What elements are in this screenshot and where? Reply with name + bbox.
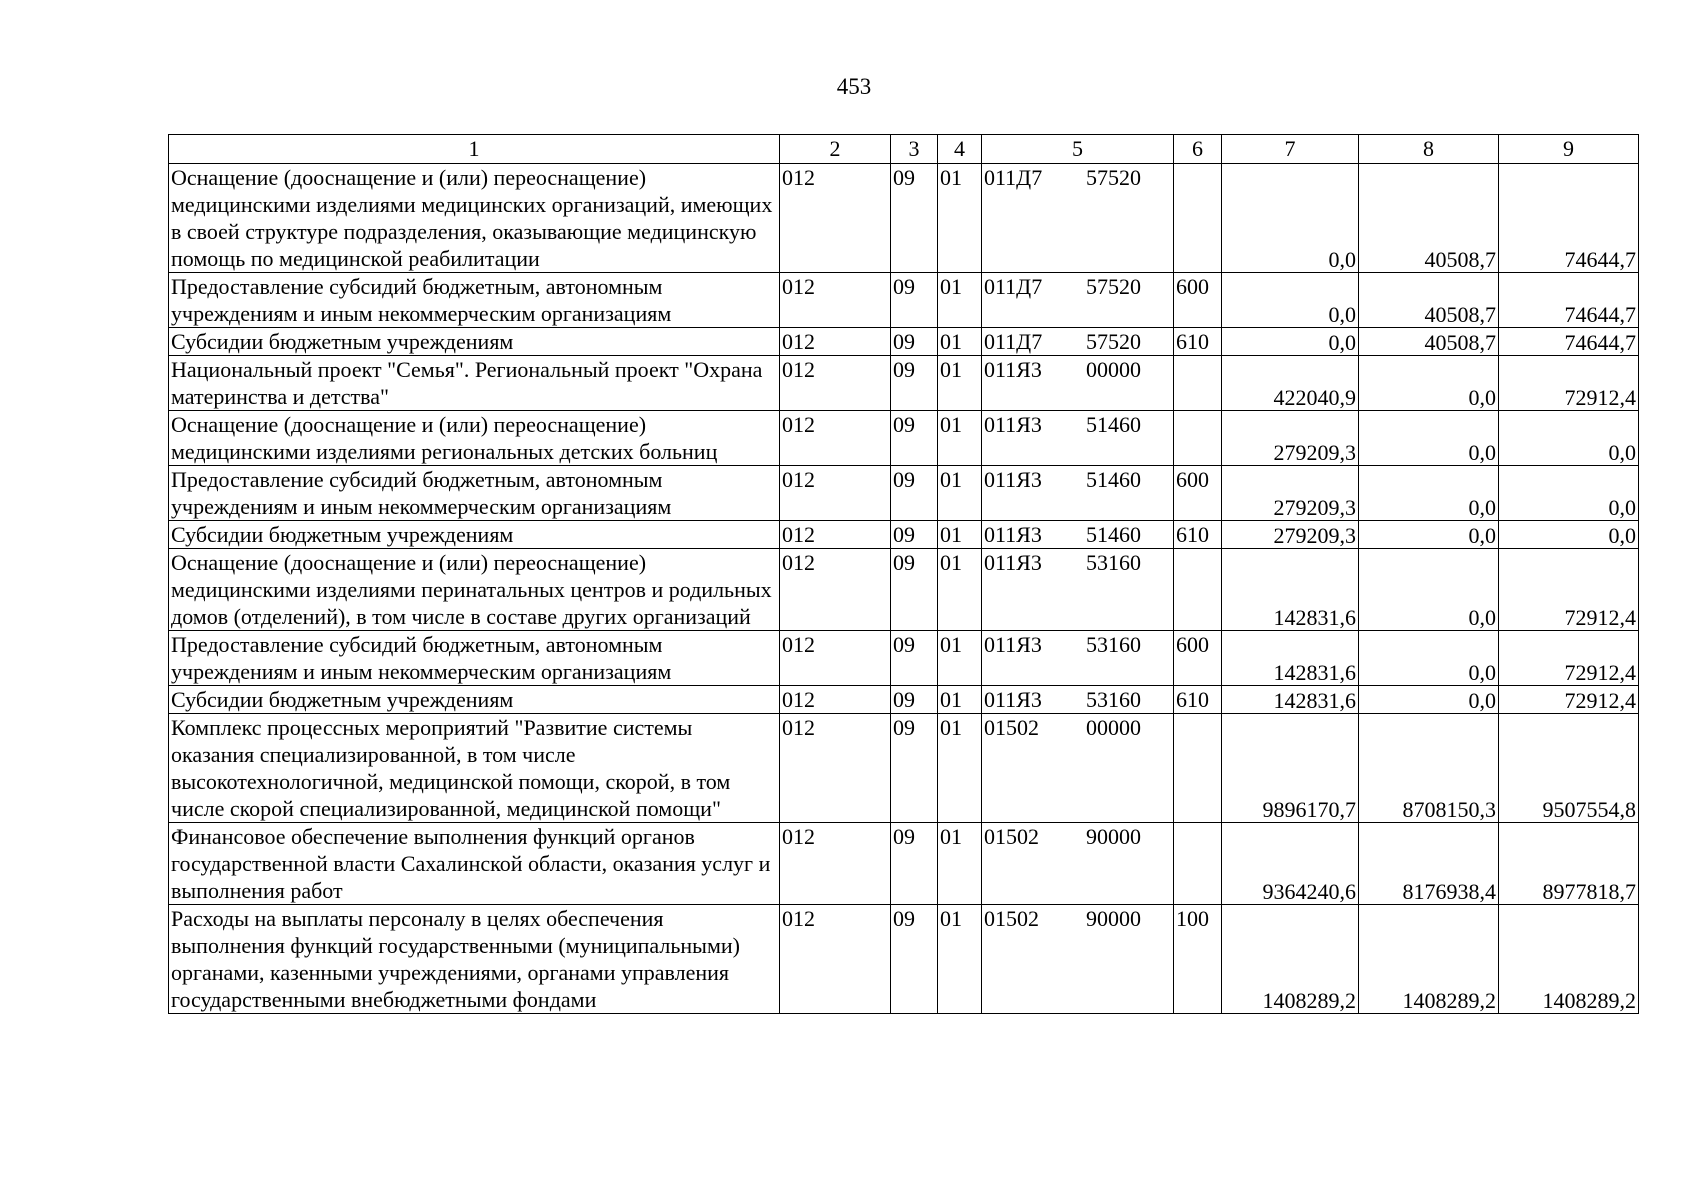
target-code-program: 011Я3 xyxy=(984,687,1042,712)
row-col-9: 1408289,2 xyxy=(1499,905,1639,1014)
row-col-6 xyxy=(1174,164,1222,273)
target-code-direction: 51460 xyxy=(1086,522,1141,547)
header-cell-2: 2 xyxy=(780,135,891,164)
target-code-program: 011Д7 xyxy=(984,329,1043,354)
target-code xyxy=(984,411,1171,438)
target-code-program: 011Я3 xyxy=(984,550,1042,575)
target-code xyxy=(984,823,1171,850)
row-col-7: 279209,3 xyxy=(1222,411,1359,466)
row-col-5 xyxy=(982,328,1174,356)
row-col-8: 0,0 xyxy=(1359,631,1499,686)
row-col-8: 0,0 xyxy=(1359,356,1499,411)
table-row xyxy=(169,164,1639,273)
header-cell-5: 5 xyxy=(982,135,1174,164)
row-name: Национальный проект "Семья". Региональный проект "Охрана материнства и детства" xyxy=(169,356,780,411)
target-code-direction: 57520 xyxy=(1086,274,1141,299)
target-code xyxy=(984,905,1171,932)
row-col-9: 0,0 xyxy=(1499,411,1639,466)
row-col-5 xyxy=(982,356,1174,411)
row-col-2: 012 xyxy=(780,273,891,328)
row-col-9: 0,0 xyxy=(1499,521,1639,549)
row-col-2: 012 xyxy=(780,631,891,686)
row-col-2: 012 xyxy=(780,714,891,823)
row-col-7: 279209,3 xyxy=(1222,521,1359,549)
target-code-program: 011Я3 xyxy=(984,632,1042,657)
row-name: Оснащение (дооснащение и (или) переоснащение) медицинскими изделиями региональных детских больниц xyxy=(169,411,780,466)
row-col-2: 012 xyxy=(780,686,891,714)
target-code-direction: 53160 xyxy=(1086,632,1141,657)
row-col-8: 0,0 xyxy=(1359,549,1499,631)
row-col-5 xyxy=(982,466,1174,521)
row-col-2: 012 xyxy=(780,164,891,273)
row-col-3: 09 xyxy=(891,631,938,686)
row-col-3: 09 xyxy=(891,356,938,411)
row-col-7: 279209,3 xyxy=(1222,466,1359,521)
target-code xyxy=(984,356,1171,383)
row-col-3: 09 xyxy=(891,164,938,273)
target-code-program: 011Я3 xyxy=(984,467,1042,492)
target-code xyxy=(984,549,1171,576)
row-col-5 xyxy=(982,714,1174,823)
row-col-9: 72912,4 xyxy=(1499,549,1639,631)
target-code-program: 01502 xyxy=(984,715,1039,740)
row-col-9: 9507554,8 xyxy=(1499,714,1639,823)
row-col-2: 012 xyxy=(780,521,891,549)
row-col-9: 0,0 xyxy=(1499,466,1639,521)
row-col-9: 72912,4 xyxy=(1499,686,1639,714)
budget-table xyxy=(168,134,1639,1014)
table-row xyxy=(169,905,1639,1014)
row-col-5 xyxy=(982,164,1174,273)
row-name: Субсидии бюджетным учреждениям xyxy=(169,686,780,714)
row-col-9: 72912,4 xyxy=(1499,631,1639,686)
row-col-4: 01 xyxy=(938,905,982,1014)
row-col-8: 40508,7 xyxy=(1359,164,1499,273)
row-col-9: 74644,7 xyxy=(1499,328,1639,356)
row-col-6 xyxy=(1174,549,1222,631)
target-code xyxy=(984,686,1171,713)
target-code-direction: 57520 xyxy=(1086,165,1141,190)
row-col-4: 01 xyxy=(938,466,982,521)
row-col-6 xyxy=(1174,356,1222,411)
target-code-direction: 53160 xyxy=(1086,550,1141,575)
row-name: Оснащение (дооснащение и (или) переоснащение) медицинскими изделиями медицинских организаций, имеющих в своей структуре подразделения, оказывающие медицинскую помощь по медицинской реабилитации xyxy=(169,164,780,273)
row-col-2: 012 xyxy=(780,549,891,631)
target-code-direction: 57520 xyxy=(1086,329,1141,354)
header-cell-1: 1 xyxy=(169,135,780,164)
row-col-8: 1408289,2 xyxy=(1359,905,1499,1014)
table-row xyxy=(169,273,1639,328)
row-col-8: 40508,7 xyxy=(1359,273,1499,328)
row-col-5 xyxy=(982,823,1174,905)
header-cell-6: 6 xyxy=(1174,135,1222,164)
row-col-2: 012 xyxy=(780,466,891,521)
table-row xyxy=(169,714,1639,823)
table-row xyxy=(169,686,1639,714)
row-col-3: 09 xyxy=(891,905,938,1014)
row-col-4: 01 xyxy=(938,356,982,411)
target-code xyxy=(984,466,1171,493)
target-code-program: 01502 xyxy=(984,824,1039,849)
table-row xyxy=(169,521,1639,549)
row-col-4: 01 xyxy=(938,411,982,466)
target-code-program: 011Д7 xyxy=(984,165,1043,190)
row-col-7: 0,0 xyxy=(1222,328,1359,356)
row-col-4: 01 xyxy=(938,521,982,549)
row-col-7: 9896170,7 xyxy=(1222,714,1359,823)
row-col-8: 0,0 xyxy=(1359,521,1499,549)
row-col-4: 01 xyxy=(938,714,982,823)
row-col-6: 610 xyxy=(1174,328,1222,356)
row-col-2: 012 xyxy=(780,356,891,411)
row-col-2: 012 xyxy=(780,905,891,1014)
row-col-4: 01 xyxy=(938,549,982,631)
target-code-direction: 51460 xyxy=(1086,467,1141,492)
row-col-4: 01 xyxy=(938,631,982,686)
row-col-7: 0,0 xyxy=(1222,164,1359,273)
row-name: Субсидии бюджетным учреждениям xyxy=(169,521,780,549)
row-col-8: 0,0 xyxy=(1359,466,1499,521)
row-name: Расходы на выплаты персоналу в целях обеспечения выполнения функций государственными (муниципальными) органами, казенными учреждениями, органами управления государственными внебюджетными фондами xyxy=(169,905,780,1014)
row-col-2: 012 xyxy=(780,411,891,466)
target-code xyxy=(984,521,1171,548)
target-code xyxy=(984,273,1171,300)
target-code xyxy=(984,328,1171,355)
target-code xyxy=(984,631,1171,658)
row-col-3: 09 xyxy=(891,521,938,549)
row-col-9: 72912,4 xyxy=(1499,356,1639,411)
row-col-9: 74644,7 xyxy=(1499,164,1639,273)
header-cell-3: 3 xyxy=(891,135,938,164)
row-col-7: 9364240,6 xyxy=(1222,823,1359,905)
target-code-direction: 00000 xyxy=(1086,715,1141,740)
table-row xyxy=(169,549,1639,631)
row-col-3: 09 xyxy=(891,411,938,466)
target-code-program: 011Я3 xyxy=(984,412,1042,437)
row-col-5 xyxy=(982,521,1174,549)
row-col-6: 600 xyxy=(1174,466,1222,521)
row-col-5 xyxy=(982,411,1174,466)
row-name: Комплекс процессных мероприятий "Развитие системы оказания специализированной, в том числе высокотехнологичной, медицинской помощи, скорой, в том числе скорой специализированной, медицинской помощи" xyxy=(169,714,780,823)
header-cell-8: 8 xyxy=(1359,135,1499,164)
row-name: Оснащение (дооснащение и (или) переоснащение) медицинскими изделиями перинатальных центров и родильных домов (отделений), в том числе в составе других организаций xyxy=(169,549,780,631)
row-col-9: 8977818,7 xyxy=(1499,823,1639,905)
row-name: Финансовое обеспечение выполнения функций органов государственной власти Сахалинской области, оказания услуг и выполнения работ xyxy=(169,823,780,905)
target-code-program: 011Я3 xyxy=(984,522,1042,547)
row-col-9: 74644,7 xyxy=(1499,273,1639,328)
row-col-6 xyxy=(1174,823,1222,905)
row-col-2: 012 xyxy=(780,823,891,905)
table-row xyxy=(169,411,1639,466)
row-col-4: 01 xyxy=(938,328,982,356)
target-code-direction: 51460 xyxy=(1086,412,1141,437)
row-col-3: 09 xyxy=(891,686,938,714)
header-cell-7: 7 xyxy=(1222,135,1359,164)
target-code xyxy=(984,714,1171,741)
target-code-direction: 90000 xyxy=(1086,906,1141,931)
row-col-7: 142831,6 xyxy=(1222,549,1359,631)
row-col-8: 8708150,3 xyxy=(1359,714,1499,823)
table-row xyxy=(169,328,1639,356)
table-row xyxy=(169,466,1639,521)
page-number: 453 xyxy=(836,74,872,99)
row-col-4: 01 xyxy=(938,273,982,328)
target-code-program: 011Д7 xyxy=(984,274,1043,299)
target-code-direction: 00000 xyxy=(1086,357,1141,382)
row-col-3: 09 xyxy=(891,466,938,521)
row-col-3: 09 xyxy=(891,714,938,823)
row-col-8: 0,0 xyxy=(1359,686,1499,714)
row-col-5 xyxy=(982,549,1174,631)
row-col-6: 600 xyxy=(1174,273,1222,328)
row-col-8: 0,0 xyxy=(1359,411,1499,466)
target-code-direction: 90000 xyxy=(1086,824,1141,849)
row-col-4: 01 xyxy=(938,164,982,273)
row-col-2: 012 xyxy=(780,328,891,356)
row-col-8: 40508,7 xyxy=(1359,328,1499,356)
row-col-8: 8176938,4 xyxy=(1359,823,1499,905)
row-col-7: 142831,6 xyxy=(1222,631,1359,686)
row-col-6: 100 xyxy=(1174,905,1222,1014)
row-col-6: 610 xyxy=(1174,686,1222,714)
row-col-5 xyxy=(982,631,1174,686)
row-col-4: 01 xyxy=(938,823,982,905)
row-col-6: 610 xyxy=(1174,521,1222,549)
row-col-6 xyxy=(1174,411,1222,466)
header-row xyxy=(169,135,1639,164)
row-col-3: 09 xyxy=(891,328,938,356)
table-row xyxy=(169,631,1639,686)
row-name: Предоставление субсидий бюджетным, автономным учреждениям и иным некоммерческим организациям xyxy=(169,273,780,328)
header-cell-4: 4 xyxy=(938,135,982,164)
target-code-direction: 53160 xyxy=(1086,687,1141,712)
row-col-5 xyxy=(982,686,1174,714)
table-row xyxy=(169,356,1639,411)
row-col-7: 422040,9 xyxy=(1222,356,1359,411)
header-cell-9: 9 xyxy=(1499,135,1639,164)
row-col-5 xyxy=(982,905,1174,1014)
row-col-6: 600 xyxy=(1174,631,1222,686)
row-col-3: 09 xyxy=(891,273,938,328)
row-name: Субсидии бюджетным учреждениям xyxy=(169,328,780,356)
row-name: Предоставление субсидий бюджетным, автономным учреждениям и иным некоммерческим организациям xyxy=(169,466,780,521)
table-row xyxy=(169,823,1639,905)
row-col-5 xyxy=(982,273,1174,328)
row-col-7: 0,0 xyxy=(1222,273,1359,328)
target-code-program: 011Я3 xyxy=(984,357,1042,382)
row-col-7: 1408289,2 xyxy=(1222,905,1359,1014)
row-col-3: 09 xyxy=(891,549,938,631)
target-code-program: 01502 xyxy=(984,906,1039,931)
target-code xyxy=(984,164,1171,191)
row-col-3: 09 xyxy=(891,823,938,905)
row-col-6 xyxy=(1174,714,1222,823)
row-col-4: 01 xyxy=(938,686,982,714)
row-name: Предоставление субсидий бюджетным, автономным учреждениям и иным некоммерческим организациям xyxy=(169,631,780,686)
row-col-7: 142831,6 xyxy=(1222,686,1359,714)
